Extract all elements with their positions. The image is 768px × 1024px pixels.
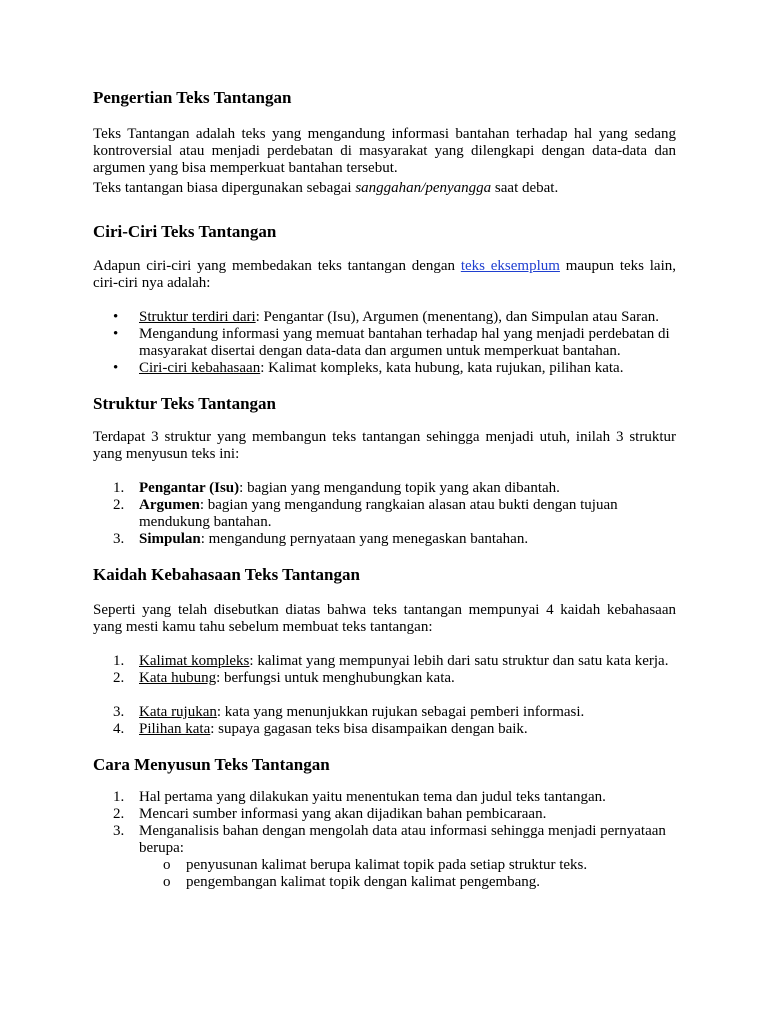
struktur-text: : bagian yang mengandung topik yang akan dibantah. xyxy=(239,480,560,496)
heading-pengertian: Pengertian Teks Tantangan xyxy=(93,88,292,107)
list-item xyxy=(93,326,676,360)
list-item xyxy=(93,857,676,874)
ciri-term: Struktur terdiri dari xyxy=(139,309,256,325)
kaidah-text: : kata yang menunjukkan rujukan sebagai pemberi informasi. xyxy=(216,704,585,720)
sublist-marker: o xyxy=(163,857,171,873)
list-item xyxy=(93,874,676,891)
heading-cara-menyusun: Cara Menyusun Teks Tantangan xyxy=(93,755,330,774)
kaidah-term: Kata hubung xyxy=(139,670,217,686)
link-teks-eksemplum[interactable]: teks eksemplum xyxy=(460,258,560,274)
kaidah-term: Kalimat kompleks xyxy=(139,653,250,669)
list-number: 3. xyxy=(113,704,125,720)
cara-text: Mencari sumber informasi yang akan dijadikan bahan pembicaraan. xyxy=(139,806,547,822)
ciri-term: Ciri-ciri kebahasaan xyxy=(139,360,261,376)
kaidah-text: : berfungsi untuk menghubungkan kata. xyxy=(216,670,455,686)
paragraph-ciri-intro xyxy=(93,258,676,292)
list-number: 2. xyxy=(113,497,125,513)
list-number: 1. xyxy=(113,653,125,669)
ciri-intro-end: maupun teks lain, ciri-ciri nya adalah: xyxy=(93,258,677,291)
list-number: 4. xyxy=(113,721,125,737)
paragraph-struktur-intro: Terdapat 3 struktur yang membangun teks tantangan sehingga menjadi utuh, inilah 3 struktur yang menyusun teks ini: xyxy=(93,429,676,462)
heading-ciri-ciri: Ciri-Ciri Teks Tantangan xyxy=(93,222,277,241)
ciri-list xyxy=(93,309,676,377)
ciri-text: Mengandung informasi yang memuat bantahan terhadap hal yang menjadi perdebatan di masyarakat disertai dengan data-data dan argumen untuk memperkuat bantahan. xyxy=(139,326,670,359)
ciri-text: : Kalimat kompleks, kata hubung, kata rujukan, pilihan kata. xyxy=(260,360,624,376)
list-number: 2. xyxy=(113,806,125,822)
paragraph-kaidah-intro: Seperti yang telah disebutkan diatas bahwa teks tantangan mempunyai 4 kaidah kebahasaan yang mesti kamu tahu sebelum membuat teks tantangan: xyxy=(93,602,676,635)
ciri-text: : Pengantar (Isu), Argumen (menentang), dan Simpulan atau Saran. xyxy=(255,309,660,325)
cara-subtext: pengembangan kalimat topik dengan kalimat pengembang. xyxy=(186,874,541,890)
list-number: 3. xyxy=(113,823,125,839)
list-number: 2. xyxy=(113,670,125,686)
cara-sublist xyxy=(47,857,676,891)
paragraph-definition: Teks Tantangan adalah teks yang mengandung informasi bantahan terhadap hal yang sedang kontroversial atau menjadi perdebatan di masyarakat yang dilengkapi dengan data-data dan argumen yang bisa memperkuat bantahan tersebut. xyxy=(93,126,676,176)
kaidah-term: Pilihan kata xyxy=(139,721,211,737)
list-item xyxy=(93,531,676,548)
kaidah-term: Kata rujukan xyxy=(139,704,217,720)
list-number: 3. xyxy=(113,531,125,547)
kaidah-text: : supaya gagasan teks bisa disampaikan dengan baik. xyxy=(210,721,528,737)
sublist-marker: o xyxy=(163,874,171,890)
struktur-list xyxy=(93,480,676,548)
struktur-text: : bagian yang mengandung rangkaian alasan atau bukti dengan tujuan mendukung bantahan. xyxy=(139,497,618,530)
list-item xyxy=(93,721,676,738)
usage-text-end: saat debat. xyxy=(491,180,559,196)
struktur-term: Pengantar (Isu) xyxy=(139,480,240,496)
usage-text-start: Teks tantangan biasa dipergunakan sebagai xyxy=(93,180,356,196)
cara-subtext: penyusunan kalimat berupa kalimat topik pada setiap struktur teks. xyxy=(186,857,588,873)
list-item xyxy=(93,823,676,857)
usage-italic-term: sanggahan/penyangga xyxy=(355,180,492,196)
list-number: 1. xyxy=(113,480,125,496)
cara-list xyxy=(93,789,676,857)
struktur-text: : mengandung pernyataan yang menegaskan bantahan. xyxy=(200,531,529,547)
heading-kaidah: Kaidah Kebahasaan Teks Tantangan xyxy=(93,565,360,584)
heading-struktur: Struktur Teks Tantangan xyxy=(93,394,277,413)
list-item xyxy=(93,789,676,806)
kaidah-text: : kalimat yang mempunyai lebih dari satu struktur dan satu kata kerja. xyxy=(249,653,669,669)
struktur-term: Simpulan xyxy=(139,531,201,547)
struktur-term: Argumen xyxy=(139,497,200,513)
list-item xyxy=(93,497,676,531)
list-item xyxy=(93,360,676,377)
list-item xyxy=(93,309,676,326)
list-number: 1. xyxy=(113,789,125,805)
kaidah-list xyxy=(93,653,676,738)
cara-text: Menganalisis bahan dengan mengolah data atau informasi sehingga menjadi pernyataan berupa: xyxy=(139,823,666,856)
list-item xyxy=(93,480,676,497)
cara-text: Hal pertama yang dilakukan yaitu menentukan tema dan judul teks tantangan. xyxy=(139,789,606,805)
list-item xyxy=(93,670,676,687)
list-item xyxy=(93,806,676,823)
list-item xyxy=(93,704,676,721)
paragraph-usage xyxy=(93,180,676,197)
list-item xyxy=(93,653,676,670)
document-content xyxy=(93,88,676,891)
ciri-intro-start: Adapun ciri-ciri yang membedakan teks tantangan dengan xyxy=(93,258,461,274)
